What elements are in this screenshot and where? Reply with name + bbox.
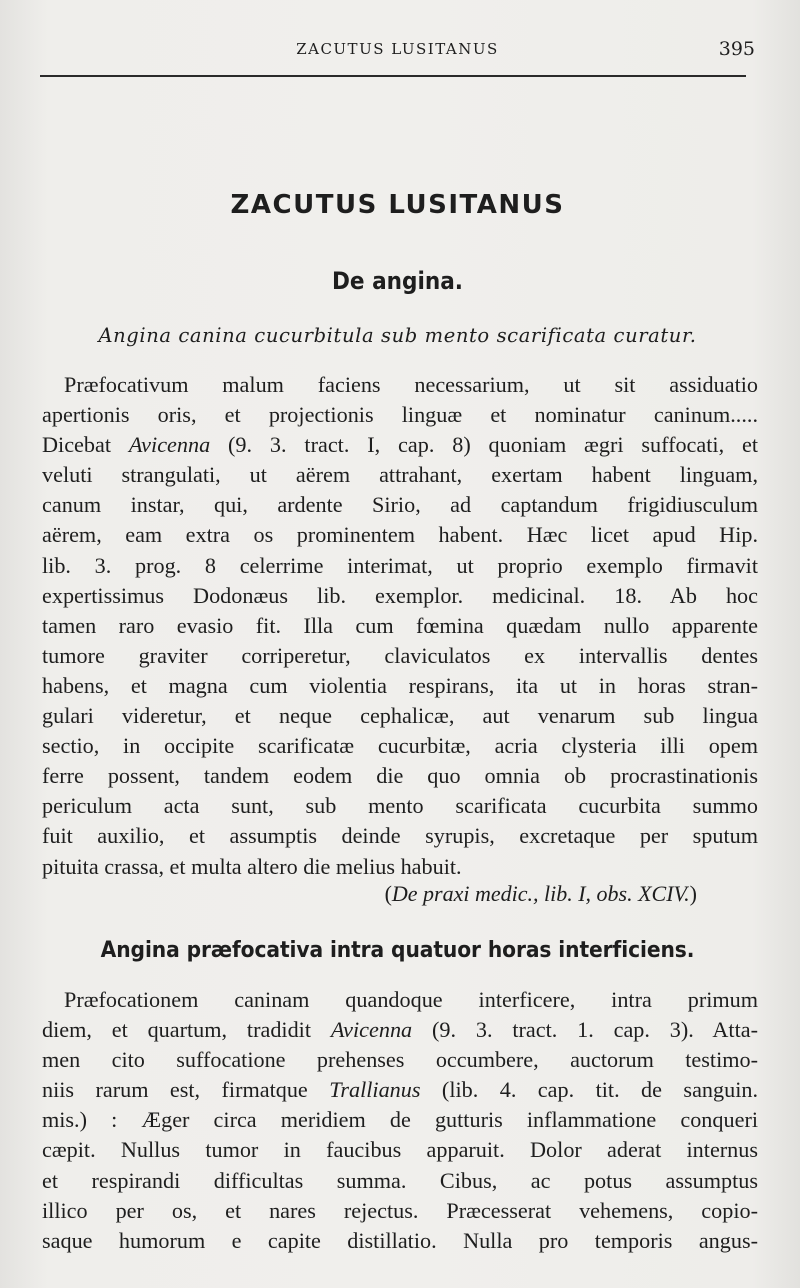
text-fragment: niis rarum est, firmatque (42, 1077, 330, 1103)
text-line: ferre possent, tandem eodem die quo omnia ob procrastinationis (42, 763, 758, 789)
article-title: ZACUTUS LUSITANUS (230, 190, 565, 220)
text-fragment: (9. 3. tract. 1. cap. 3). Atta- (412, 1017, 758, 1043)
text-line: mis.) : Æger circa meridiem de gutturis inflammatione conqueri (42, 1107, 758, 1133)
text-line: canum instar, qui, ardente Sirio, ad captandum frigidiusculum (42, 492, 758, 518)
text-line: illico per os, et nares rejectus. Præcesserat vehemens, copio- (42, 1197, 758, 1223)
text-line: et respirandi difficultas summa. Cibus, ac potus assumptus (42, 1167, 758, 1193)
text-line (42, 1075, 758, 1105)
citation-work: De praxi medic., lib. I, obs. XCIV. (391, 881, 690, 906)
text-line: lib. 3. prog. 8 celerrime interimat, ut proprio exemplo firmavit (42, 552, 758, 578)
header-rule (40, 75, 746, 77)
text-line: cæpit. Nullus tumor in faucibus apparuit. Dolor aderat internus (42, 1137, 758, 1163)
text-line: saque humorum e capite distillatio. Nulla pro temporis angus- (42, 1227, 758, 1253)
text-line (42, 1015, 758, 1045)
author-reference: Avicenna (330, 1017, 413, 1043)
author-reference: Avicenna (128, 432, 211, 458)
running-title: ZACUTUS LUSITANUS (296, 40, 499, 58)
paragraph-2 (42, 985, 758, 1256)
text-line: sectio, in occipite scarificatæ cucurbitæ, acria clysteria illi opem (42, 733, 758, 759)
text-line: gulari videretur, et neque cephalicæ, aut venarum sub lingua (42, 703, 758, 729)
text-line: tumore graviter corriperetur, claviculatos ex intervallis dentes (42, 642, 758, 668)
text-line: tamen raro evasio fit. Illa cum fœmina quædam nullo apparente (42, 612, 758, 638)
citation (385, 881, 697, 907)
text-fragment: (lib. 4. cap. tit. de sanguin. (420, 1077, 759, 1103)
text-line: expertissimus Dodonæus lib. exemplor. medicinal. 18. Ab hoc (42, 582, 758, 608)
section-title-angina-praefocativa: Angina præfocativa intra quatuor horas interficiens. (100, 937, 695, 963)
text-fragment: diem, et quartum, tradidit (42, 1017, 331, 1043)
text-line: Præfocationem caninam quandoque interficere, intra primum (64, 987, 758, 1012)
page-number: 395 (718, 38, 755, 60)
running-head (40, 38, 755, 62)
text-line: men cito suffocatione prehenses occumbere, auctorum testimo- (42, 1047, 758, 1073)
text-line: veluti strangulati, ut aërem attrahant, exertam habent linguam, (42, 462, 758, 488)
text-line: habens, et magna cum violentia respirans, ita ut in horas stran- (42, 672, 758, 698)
text-line: apertionis oris, et projectionis linguæ et nominatur caninum..... (42, 402, 758, 428)
section-subtitle: Angina canina cucurbitula sub mento scarificata curatur. (98, 324, 697, 347)
citation-open: ( (384, 881, 392, 906)
text-line: fuit auxilio, et assumptis deinde syrupis, excretaque per sputum (42, 823, 758, 849)
text-line: Præfocativum malum faciens necessarium, ut sit assiduatio (64, 372, 758, 397)
text-line (42, 430, 758, 460)
citation-close: ) (689, 881, 697, 906)
text-line: aërem, eam extra os prominentem habent. Hæc licet apud Hip. (42, 522, 758, 548)
text-fragment: Dicebat (42, 432, 129, 458)
section-title-de-angina: De angina. (331, 267, 464, 295)
paragraph-1 (42, 370, 758, 882)
text-line: pituita crassa, et multa altero die melius habuit. (42, 853, 462, 879)
text-line: periculum acta sunt, sub mento scarificata cucurbita summo (42, 793, 758, 819)
author-reference: Trallianus (329, 1077, 421, 1103)
text-fragment: (9. 3. tract. I, cap. 8) quoniam ægri suffocati, et (228, 432, 758, 458)
